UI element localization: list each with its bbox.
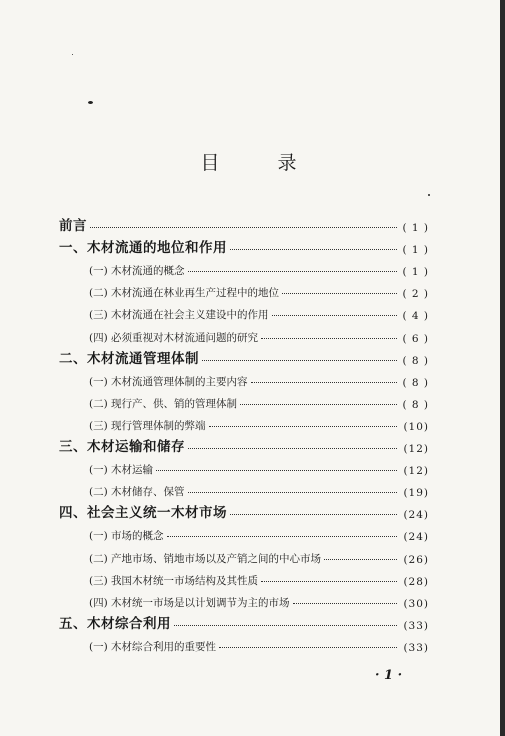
toc-entry-label: 二、木材流通管理体制 — [59, 350, 199, 367]
toc-entry-page: (19) — [403, 487, 429, 500]
toc-entry-label: (一) 木材综合利用的重要性 — [89, 640, 217, 653]
toc-chapter-entry — [59, 212, 429, 234]
toc-entry-page: ( 8 ) — [402, 354, 429, 367]
toc-entry-label: (三) 我国木材统一市场结构及其性质 — [89, 574, 259, 587]
toc-entry-label: (二) 现行产、供、销的管理体制 — [89, 397, 238, 410]
toc-entry-label: 五、木材综合利用 — [59, 615, 171, 632]
toc-leader-dots — [230, 513, 397, 515]
toc-leader-dots — [230, 248, 397, 250]
toc-leader-dots — [251, 381, 397, 383]
toc-entry-page: (12) — [403, 465, 429, 478]
toc-leader-dots — [90, 226, 397, 228]
toc-entry-page: ( 4 ) — [402, 310, 429, 323]
toc-entry-page: (12) — [403, 443, 429, 456]
toc-entry-page: ( 8 ) — [402, 376, 429, 389]
toc-entry-label: (三) 木材流通在社会主义建设中的作用 — [89, 309, 269, 322]
toc-leader-dots — [282, 292, 397, 294]
toc-section-entry — [59, 455, 429, 477]
toc-entry-label: (四) 木材统一市场是以计划调节为主的市场 — [89, 596, 290, 609]
toc-leader-dots — [167, 535, 397, 537]
toc-entry-label: (二) 产地市场、销地市场以及产销之间的中心市场 — [89, 552, 322, 565]
toc-section-entry — [59, 543, 429, 565]
toc-section-entry — [59, 278, 429, 300]
toc-leader-dots — [156, 469, 397, 471]
toc-leader-dots — [174, 624, 397, 626]
toc-leader-dots — [240, 403, 397, 405]
toc-entry-label: (二) 木材储存、保管 — [89, 486, 185, 499]
toc-entry-page: (30) — [403, 597, 429, 610]
toc-leader-dots — [261, 337, 397, 339]
toc-entry-page: (10) — [403, 420, 429, 433]
dust-speck — [428, 194, 430, 196]
dust-speck — [72, 54, 73, 55]
toc-entry-page: (33) — [403, 641, 429, 654]
toc-entry-page: (33) — [403, 619, 429, 632]
toc-section-entry — [59, 632, 429, 654]
toc-section-entry — [59, 256, 429, 278]
toc-entry-page: ( 1 ) — [402, 266, 429, 279]
toc-entry-label: (一) 木材运输 — [89, 464, 154, 477]
toc-entry-label: (一) 木材流通管理体制的主要内容 — [89, 375, 248, 388]
toc-leader-dots — [188, 491, 397, 493]
toc-section-entry — [59, 322, 429, 344]
toc-chapter-entry — [59, 345, 429, 367]
toc-entry-label: 一、木材流通的地位和作用 — [59, 240, 227, 257]
toc-section-entry — [59, 477, 429, 499]
toc-section-entry — [59, 566, 429, 588]
toc-leader-dots — [188, 270, 397, 272]
page-edge — [500, 0, 505, 736]
toc-section-entry — [59, 389, 429, 411]
toc-entry-page: ( 8 ) — [402, 398, 429, 411]
toc-entry-label: 三、木材运输和储存 — [59, 439, 185, 456]
toc-chapter-entry — [59, 234, 429, 256]
toc-entry-label: 四、社会主义统一木材市场 — [59, 505, 227, 522]
toc-leader-dots — [188, 447, 397, 449]
toc-entry-label: (二) 木材流通在林业再生产过程中的地位 — [89, 287, 280, 300]
toc-section-entry — [59, 300, 429, 322]
toc-leader-dots — [324, 558, 397, 560]
toc-section-entry — [59, 588, 429, 610]
page-title: 目 录 — [200, 152, 323, 174]
toc-entry-page: (24) — [403, 531, 429, 544]
toc-entry-label: (三) 现行管理体制的弊端 — [89, 419, 206, 432]
toc-chapter-entry — [59, 433, 429, 455]
toc-entry-label: (四) 必须重视对木材流通问题的研究 — [89, 331, 259, 344]
table-of-contents — [59, 212, 429, 654]
toc-chapter-entry — [59, 610, 429, 632]
toc-entry-label: (一) 市场的概念 — [89, 530, 164, 543]
toc-entry-page: (28) — [403, 575, 429, 588]
toc-entry-page: ( 2 ) — [402, 288, 429, 301]
toc-section-entry — [59, 367, 429, 389]
toc-leader-dots — [209, 425, 397, 427]
toc-entry-page: ( 6 ) — [402, 332, 429, 345]
toc-leader-dots — [293, 602, 397, 604]
toc-entry-label: (一) 木材流通的概念 — [89, 265, 185, 278]
toc-entry-label: 前言 — [59, 218, 87, 235]
toc-leader-dots — [261, 580, 397, 582]
toc-entry-page: ( 1 ) — [402, 222, 429, 235]
toc-entry-page: (24) — [403, 509, 429, 522]
dust-speck — [88, 101, 93, 104]
toc-leader-dots — [272, 314, 397, 316]
toc-section-entry — [59, 411, 429, 433]
toc-entry-page: (26) — [403, 553, 429, 566]
toc-chapter-entry — [59, 499, 429, 521]
page-number: · 1 · — [375, 668, 403, 683]
toc-section-entry — [59, 521, 429, 543]
toc-leader-dots — [219, 646, 397, 648]
toc-entry-page: ( 1 ) — [402, 244, 429, 257]
toc-leader-dots — [202, 359, 397, 361]
